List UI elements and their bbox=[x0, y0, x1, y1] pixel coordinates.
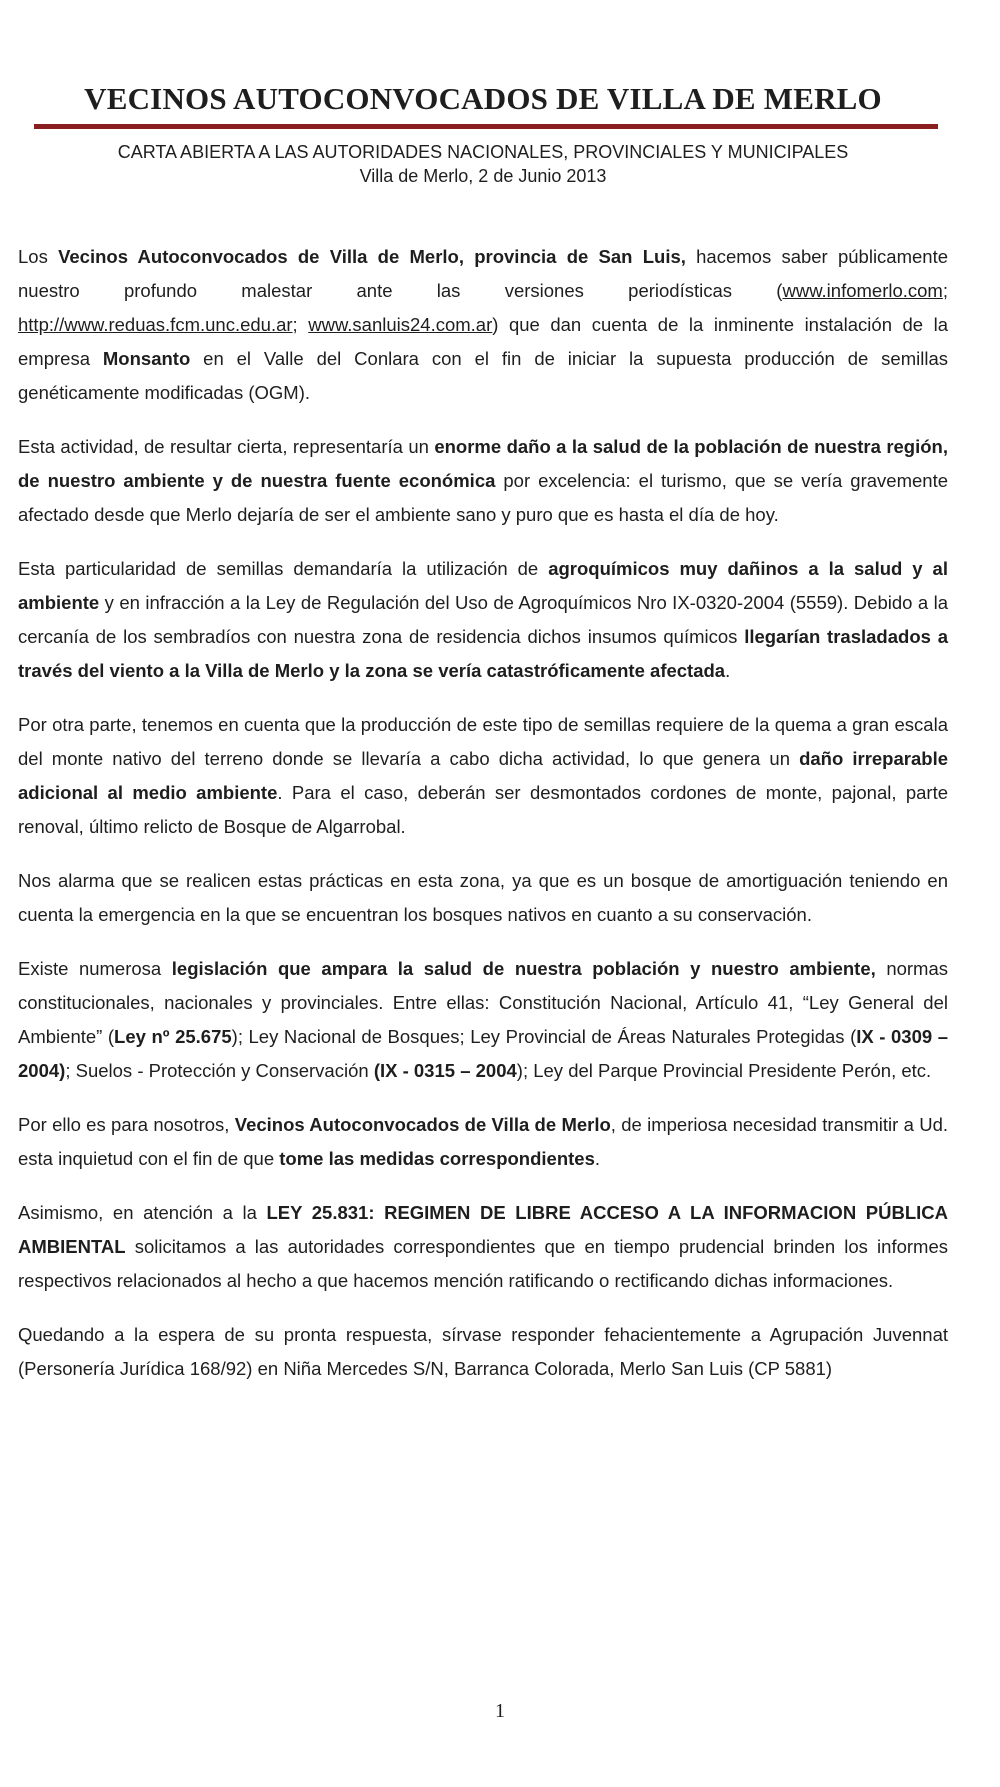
paragraph-9: Quedando a la espera de su pronta respuesta, sírvase responder fehacientemente a Agrupación Juvennat (Personería Jurídica 168/92) en Niña Mercedes S/N, Barranca Colorada, Merlo San Luis (CP 5881) bbox=[18, 1323, 948, 1379]
link-sanluis24[interactable]: www.sanluis24.com.ar bbox=[308, 313, 493, 335]
document-subtitle: CARTA ABIERTA A LAS AUTORIDADES NACIONALES, PROVINCIALES Y MUNICIPALES bbox=[117, 142, 849, 163]
paragraph-8: Asimismo, en atención a la LEY 25.831: REGIMEN DE LIBRE ACCESO A LA INFORMACION PÚBLICA AMBIENTAL solicitamos a las autoridades correspondientes que en tiempo prudencial brinden los informes respectivos relacionados al hecho a que hacemos mención ratificando o rectificando dichas informaciones. bbox=[18, 1201, 949, 1291]
document-date: Villa de Merlo, 2 de Junio 2013 bbox=[359, 166, 607, 187]
letter-body bbox=[18, 240, 948, 1386]
paragraph-1: Los Vecinos Autoconvocados de Villa de Merlo, provincia de San Luis, hacemos saber públicamente nuestro profundo malestar ante las versiones periodísticas (www.infomerlo.com; http://www.reduas.fcm.unc.edu.ar; www.sanluis24.com.ar) que dan cuenta de la inminente instalación de la empresa Monsanto en el Valle del Conlara con el fin de iniciar la supuesta producción de semillas genéticamente modificadas (OGM). bbox=[18, 245, 949, 403]
link-reduas[interactable]: http://www.reduas.fcm.unc.edu.ar bbox=[18, 313, 293, 335]
paragraph-7: Por ello es para nosotros, Vecinos Autoconvocados de Villa de Merlo, de imperiosa necesidad transmitir a Ud. esta inquietud con el fin de que tome las medidas correspondientes. bbox=[18, 1113, 948, 1169]
page-number: 1 bbox=[495, 1700, 505, 1722]
title-rule bbox=[34, 124, 938, 129]
paragraph-3: Esta particularidad de semillas demandaría la utilización de agroquímicos muy dañinos a la salud y al ambiente y en infracción a la Ley de Regulación del Uso de Agroquímicos Nro IX-0320-2004 (5559). Debido a la cercanía de los sembradíos con nuestra zona de residencia dichos insumos químicos llegarían trasladados a través del viento a la Villa de Merlo y la zona se vería catastróficamente afectada. bbox=[18, 557, 948, 681]
paragraph-4: Por otra parte, tenemos en cuenta que la producción de este tipo de semillas requiere de la quema a gran escala del monte nativo del terreno donde se llevaría a cabo dicha actividad, lo que genera un daño irreparable adicional al medio ambiente. Para el caso, deberán ser desmontados cordones de monte, pajonal, parte renoval, último relicto de Bosque de Algarrobal. bbox=[18, 713, 949, 837]
document-title: VECINOS AUTOCONVOCADOS DE VILLA DE MERLO bbox=[84, 81, 882, 116]
link-infomerlo[interactable]: www.infomerlo.com bbox=[782, 279, 943, 301]
paragraph-6: Existe numerosa legislación que ampara la salud de nuestra población y nuestro ambiente, normas constitucionales, nacionales y provinciales. Entre ellas: Constitución Nacional, Artículo 41, “Ley General del Ambiente” (Ley nº 25.675); Ley Nacional de Bosques; Ley Provincial de Áreas Naturales Protegidas (IX - 0309 – 2004); Suelos - Protección y Conservación (IX - 0315 – 2004); Ley del Parque Provincial Presidente Perón, etc. bbox=[18, 957, 949, 1081]
paragraph-5: Nos alarma que se realicen estas prácticas en esta zona, ya que es un bosque de amortiguación teniendo en cuenta la emergencia en la que se encuentran los bosques nativos en cuanto a su conservación. bbox=[18, 869, 948, 925]
paragraph-2: Esta actividad, de resultar cierta, representaría un enorme daño a la salud de la población de nuestra región, de nuestro ambiente y de nuestra fuente económica por excelencia: el turismo, que se vería gravemente afectado desde que Merlo dejaría de ser el ambiente sano y puro que es hasta el día de hoy. bbox=[18, 435, 948, 525]
